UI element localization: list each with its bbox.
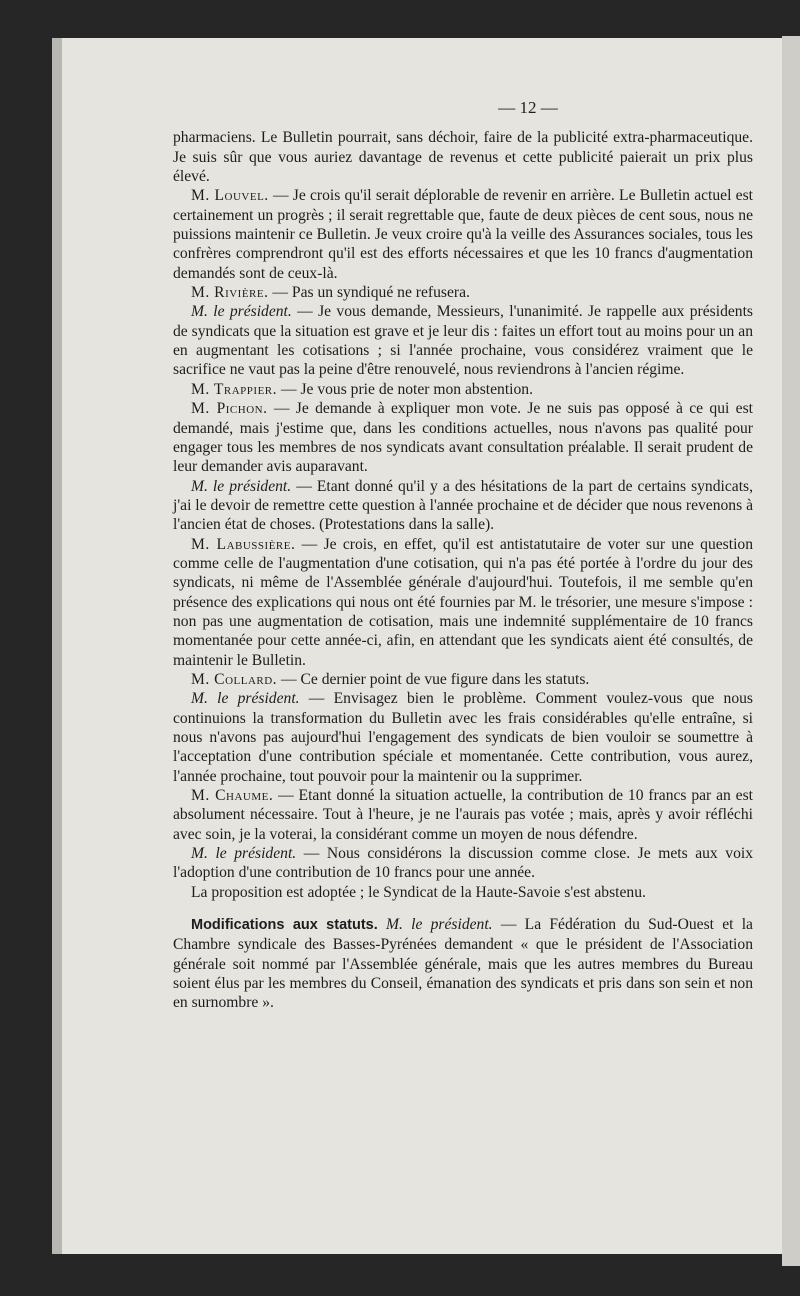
speaker-name: M. le président.: [191, 477, 292, 495]
paragraph-12: [173, 883, 753, 902]
paragraph-text: — Je crois, en effet, qu'il est antistatutaire de voter sur une question comme celle de l'augmentation d'une cotisation, qui n'a pas été portée à l'ordre du jour des syndicats, ni même de l'Assemblée générale d'aujourd'hui. Toutefois, il me semble qu'en présence des explications qui nous ont été fournies par M. le trésorier, une mesure s'impose : non pas une augmentation de cotisation, mais une indemnité supplémentaire de 10 francs momentanée pour cette année-ci, afin, en attendant que les syndicats aient été consultés, de maintenir le Bulletin.: [173, 535, 754, 669]
speaker-name: M. le président.: [191, 690, 300, 708]
paragraph-text: — Envisagez bien le problème. Comment voulez-vous que nous continuions la transformation du Bulletin avec les frais considérables qu'elle entraîne, si nous n'avons pas aujourd'hui l'engagement des syndicats de bien vouloir se soumettre à l'acceptation d'une contribution spéciale et momentanée. Cette contribution, vous aurez, l'année prochaine, tout pouvoir pour la maintenir ou la supprimer.: [173, 690, 753, 785]
paragraph-text: — Je demande à expliquer mon vote. Je ne suis pas opposé à ce qui est demandé, mais j'estime que, dans les conditions actuelles, nous n'avons pas qualité pour engager tous les membres de nos syndicats avant consultation préalable. Il serait prudent de leur demander avis auparavant.: [173, 400, 753, 476]
section-paragraph: [173, 915, 753, 1013]
paragraph-7: [173, 535, 753, 670]
paragraph-text: — Je vous demande, Messieurs, l'unanimité. Je rappelle aux présidents de syndicats que la situation est grave et je leur dis : faites un effort tout au moins pour un an en augmentant les cotisations ; si l'année prochaine, vous considérez vraiment que le sacrifice ne vaut pas la peine d'être renouvelé, nous reviendrons à l'ancien régime.: [173, 303, 753, 379]
speaker-name: M. le président.: [191, 303, 292, 321]
page-content: [173, 98, 753, 1013]
paragraph-text: — Etant donné qu'il y a des hésitations de la part de certains syndicats, j'ai le devoir de remettre cette question à l'année prochaine et de décider que nous revenons à l'ancien état de choses. (Protestations dans la salle).: [173, 477, 753, 534]
speaker-name: M. Collard.: [191, 670, 278, 688]
paragraph-5: [173, 399, 753, 476]
paragraph-6: [173, 477, 753, 535]
page-number: — 12 —: [498, 98, 558, 117]
paragraph-text: La proposition est adoptée ; le Syndicat de la Haute-Savoie s'est abstenu.: [191, 883, 646, 901]
paragraph-text: pharmaciens. Le Bulletin pourrait, sans déchoir, faire de la publicité extra-pharmaceutique. Je suis sûr que vous auriez davantage de revenus et cette publicité paierait un prix plus élevé.: [173, 129, 753, 186]
paragraph-text: — Ce dernier point de vue figure dans les statuts.: [277, 670, 590, 688]
speaker-name: M. le président.: [386, 916, 493, 934]
paragraph-text: — Etant donné la situation actuelle, la contribution de 10 francs par an est absolument nécessaire. Tout à l'heure, je ne l'aurais pas votée ; mais, après y avoir réfléchi avec soin, je la voterai, la considérant comme un moyen de nous défendre.: [173, 787, 753, 843]
speaker-name: M. Rivière.: [191, 284, 269, 302]
paragraph-text: — Nous considérons la discussion comme close. Je mets aux voix l'adoption d'une contribution de 10 francs pour une année.: [173, 845, 754, 882]
paragraph-text: — Je vous prie de noter mon abstention.: [277, 380, 533, 398]
section-title: Modifications aux statuts.: [191, 917, 378, 934]
speaker-name: M. le président.: [191, 845, 297, 863]
paragraph-11: [173, 844, 753, 883]
paragraph-10: [173, 786, 753, 844]
paragraph-8: [173, 670, 753, 689]
next-page-edge: [782, 36, 800, 1266]
paragraph-text: — Je crois qu'il serait déplorable de revenir en arrière. Le Bulletin actuel est certainement un progrès ; il serait regrettable que, faute de deux pièces de cent sous, nous ne puissions maintenir ce Bulletin. Je veux croire qu'à la veille des Assurances sociales, tous les confrères comprendront qu'il est des efforts nécessaires et que les 10 francs d'augmentation demandés sont de ceux-là.: [173, 187, 753, 282]
paragraph-text: — Pas un syndiqué ne refusera.: [268, 284, 470, 302]
paragraph-4: [173, 380, 753, 399]
paragraph-2: [173, 283, 753, 302]
section-gap: [173, 902, 753, 915]
speaker-name: M. Labussière.: [191, 535, 296, 553]
speaker-name: M. Louvel.: [191, 187, 269, 205]
speaker-name: M. Chaume.: [191, 787, 274, 805]
paragraph-9: [173, 689, 753, 786]
paragraph-3: [173, 302, 753, 379]
speaker-name: M. Pichon.: [191, 400, 268, 418]
speaker-name: M. Trappier.: [191, 380, 278, 398]
section-text: — La Fédération du Sud-Ouest et la Chambre syndicale des Basses-Pyrénées demandent « que le président de l'Association générale soit nommé par l'Assemblée générale, mais que les autres membres du Bureau soient élus par les membres du Conseil, émanation des syndicats et pris dans son sein et non en surnombre ».: [173, 916, 753, 1012]
paragraph-0: [173, 128, 753, 186]
paragraph-1: [173, 186, 753, 283]
